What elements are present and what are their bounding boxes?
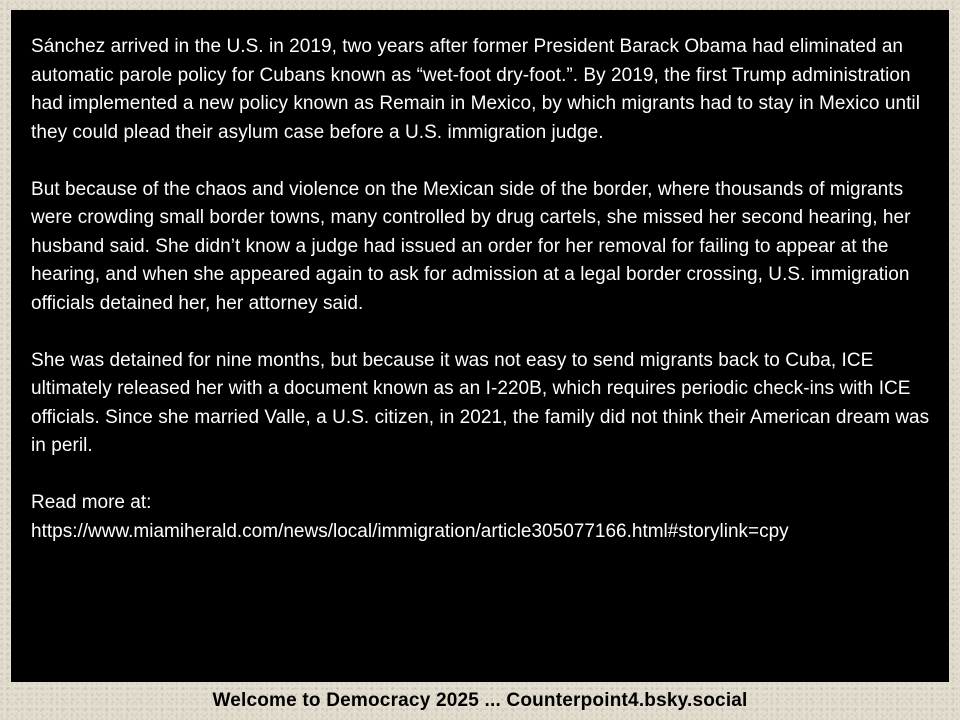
footer-caption: Welcome to Democracy 2025 ... Counterpoint4.bsky.social xyxy=(212,690,748,711)
read-more-link[interactable]: https://www.miamiherald.com/news/local/immigration/article305077166.html#storylink=cpy xyxy=(31,520,789,542)
article-paragraph-3: She was detained for nine months, but because it was not easy to send migrants back to Cuba, ICE ultimately released her with a document known as an I-220B, which requires periodic check-ins with ICE officials. Since she married Valle, a U.S. citizen, in 2021, the family did not think their American dream was in peril. xyxy=(31,349,930,456)
read-more-block xyxy=(31,489,933,546)
read-more-label: Read more at: xyxy=(31,492,152,513)
article-panel xyxy=(11,10,949,682)
article-paragraph-2: But because of the chaos and violence on the Mexican side of the border, where thousands of migrants were crowding small border towns, many controlled by drug cartels, she missed her second hearing, her husband said. She didn’t know a judge had issued an order for her removal for failing to appear at the hearing, and when she appeared again to ask for admission at a legal border crossing, U.S. immigration officials detained her, her attorney said. xyxy=(31,178,911,314)
article-paragraph-1: Sánchez arrived in the U.S. in 2019, two years after former President Barack Obama had eliminated an automatic parole policy for Cubans known as “wet-foot dry-foot.”. By 2019, the first Trump administration had implemented a new policy known as Remain in Mexico, by which migrants had to stay in Mexico until they could plead their asylum case before a U.S. immigration judge. xyxy=(31,36,920,143)
